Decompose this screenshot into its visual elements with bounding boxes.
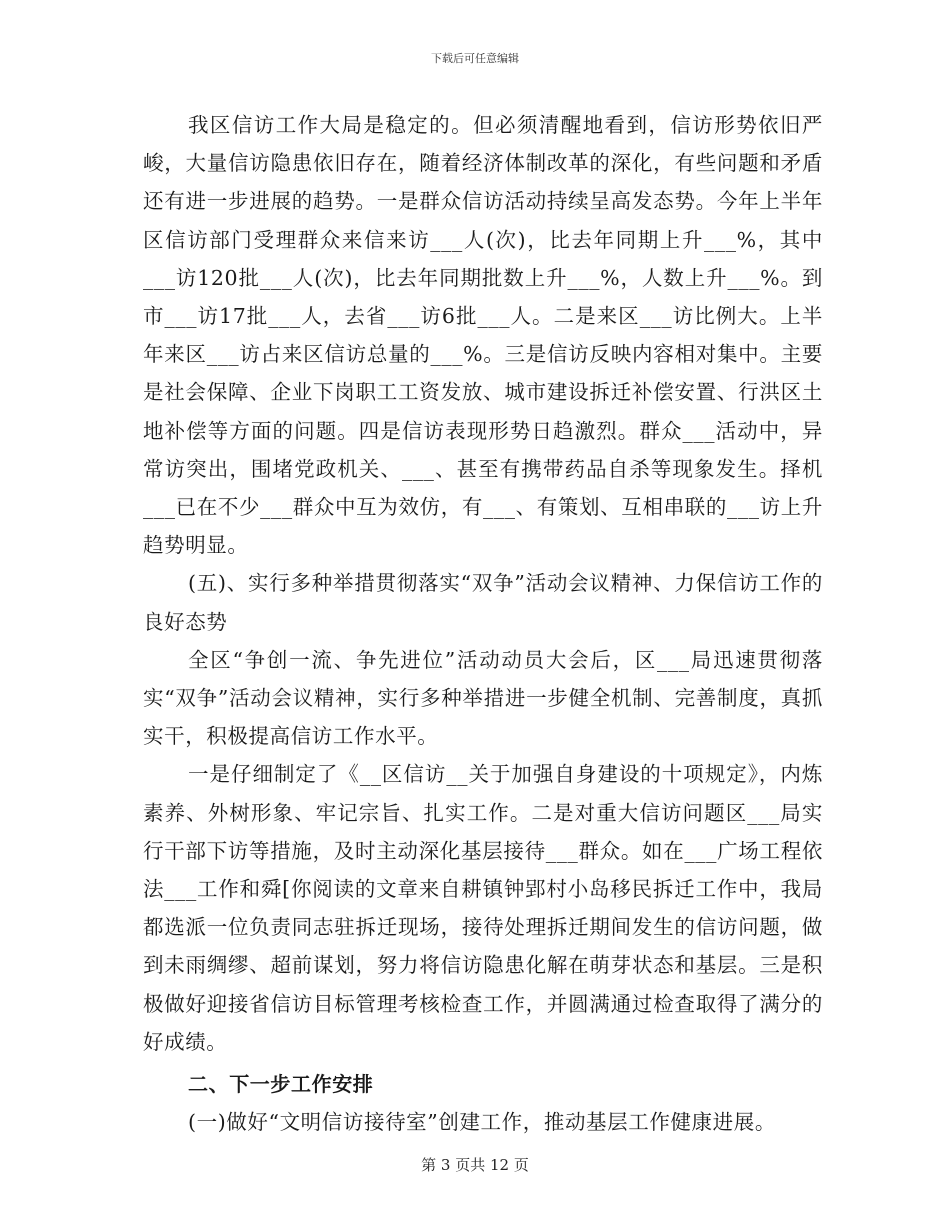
paragraph-5: (一)做好“文明信访接待室”创建工作，推动基层工作健康进展。 bbox=[188, 1110, 776, 1135]
document-body bbox=[143, 106, 823, 1141]
paragraph-3: 全区“争创一流、争先进位”活动动员大会后，区___局迅速贯彻落实“双争”活动会议精神，实行多种举措进一步健全机制、完善制度，真抓实干，积极提高信访工作水平。 bbox=[143, 647, 823, 749]
paragraph-4: 一是仔细制定了《__区信访__关于加强自身建设的十项规定》，内炼素养、外树形象、牢记宗旨、扎实工作。二是对重大信访问题区___局实行干部下访等措施，及时主动深化基层接待___群众。如在___广场工程依法___工作和舜[你阅读的文章来自耕镇钟郢村小岛移民拆迁工作中，我局都选派一位负责同志驻拆迁现场，接待处理拆迁期间发生的信访问题，做到未雨绸缪、超前谋划，努力将信访隐患化解在萌芽状态和基层。三是积极做好迎接省信访目标管理考核检查工作，并圆满通过检查取得了满分的好成绩。 bbox=[143, 762, 823, 1054]
section-heading: 二、下一步工作安排 bbox=[188, 1072, 374, 1097]
paragraph-1: 我区信访工作大局是稳定的。但必须清醒地看到，信访形势依旧严峻，大量信访隐患依旧存在，随着经济体制改革的深化，有些问题和矛盾还有进一步进展的趋势。一是群众信访活动持续呈高发态势。今年上半年区信访部门受理群众来信来访___人(次)，比去年同期上升___%，其中___访120批___人(次)，比去年同期批数上升___%，人数上升___%。到市___访17批___人，去省___访6批___人。二是来区___访比例大。上半年来区___访占来区信访总量的___%。三是信访反映内容相对集中。主要是社会保障、企业下岗职工工资发放、城市建设拆迁补偿安置、行洪区土地补偿等方面的问题。四是信访表现形势日趋激烈。群众___活动中，异常访突出，围堵党政机关、___、甚至有携带药品自杀等现象发生。择机___已在不少___群众中互为效仿，有___、有策划、互相串联的___访上升趋势明显。 bbox=[143, 113, 823, 558]
paragraph-2: (五)、实行多种举措贯彻落实“双争”活动会议精神、力保信访工作的良好态势 bbox=[143, 571, 823, 634]
page-footer: 第 3 页共 12 页 bbox=[421, 1156, 529, 1174]
page-header: 下载后可任意编辑 bbox=[431, 52, 519, 65]
